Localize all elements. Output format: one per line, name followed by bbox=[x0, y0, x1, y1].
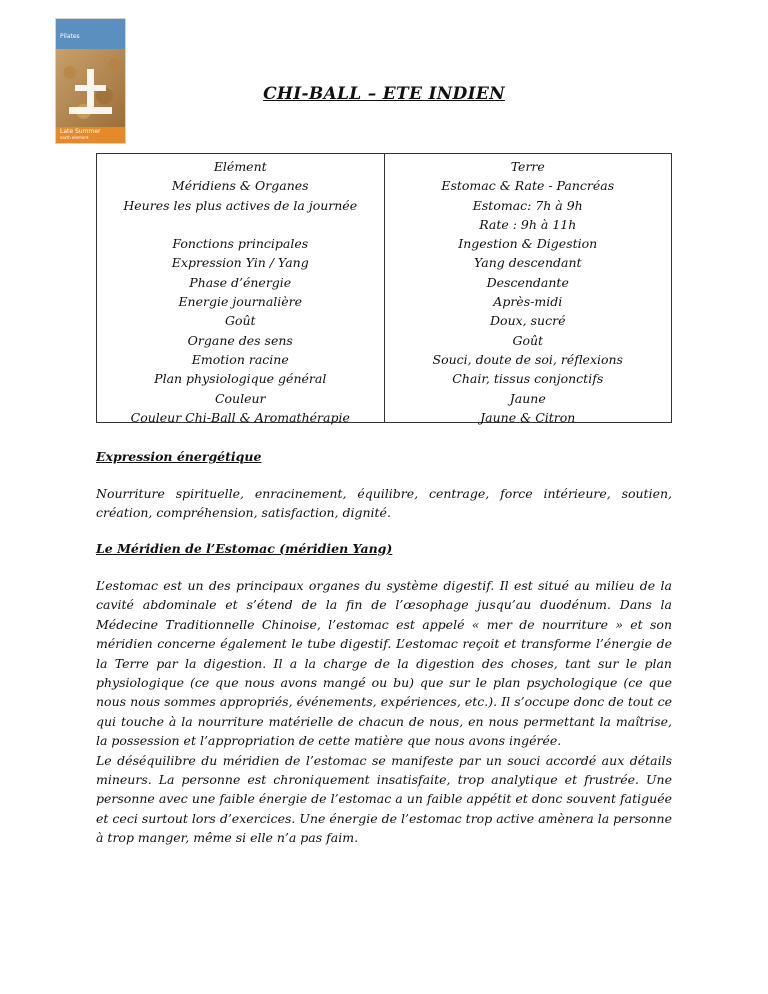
table-label: Plan physiologique général bbox=[154, 371, 327, 387]
table-value: Goût bbox=[512, 332, 544, 348]
energy-text: Nourriture spirituelle, enracinement, équilibre, centrage, force intérieure, soutien, création, compréhension, satisfaction, dignité. bbox=[96, 486, 672, 521]
logo-bottom-title: Late Summer bbox=[60, 128, 101, 135]
pilates-logo bbox=[55, 18, 126, 144]
table-value: Yang descendant bbox=[473, 255, 582, 271]
logo-bottom-subtitle: earth element bbox=[60, 135, 89, 140]
table-value: Estomac & Rate - Pancréas bbox=[441, 178, 615, 194]
section-heading-energy: Expression énergétique bbox=[96, 449, 262, 464]
table-label-spacer bbox=[97, 215, 384, 234]
table-label: Couleur Chi-Ball & Aromathérapie bbox=[130, 409, 350, 425]
table-value: Chair, tissus conjonctifs bbox=[452, 371, 604, 387]
table-label: Organe des sens bbox=[187, 332, 293, 348]
energy-paragraph bbox=[96, 484, 672, 523]
table-label: Elément bbox=[213, 159, 267, 174]
table-value: Descendante bbox=[486, 274, 569, 290]
table-label: Méridiens & Organes bbox=[171, 178, 309, 194]
table-label: Couleur bbox=[214, 390, 266, 406]
table-label: Expression Yin / Yang bbox=[171, 255, 309, 271]
table-value: Ingestion & Digestion bbox=[458, 236, 598, 252]
logo-top-label: Pilates bbox=[60, 33, 80, 40]
logo-footer bbox=[56, 127, 125, 143]
table-value: Après-midi bbox=[493, 294, 563, 310]
properties-table bbox=[96, 153, 672, 423]
table-value: Souci, doute de soi, réflexions bbox=[432, 351, 623, 367]
table-label: Phase d’énergie bbox=[189, 274, 292, 290]
table-value: Doux, sucré bbox=[490, 313, 566, 329]
table-value: Jaune & Citron bbox=[480, 409, 576, 425]
table-label: Emotion racine bbox=[191, 351, 289, 367]
stomach-paragraph-1: L’estomac est un des principaux organes du système digestif. Il est situé au milieu de la cavité abdominale et s’étend de la fin de l’œsophage jusqu’au duodénum. Dans la Médecine Traditionnelle Chinoise, l’estomac est appelé « mer de nourriture » et son méridien concerne également le tube digestif. L’estomac reçoit et transforme l’énergie de la Terre par la digestion. Il a la charge de la digestion des choses, tant sur le plan physiologique (ce que nous avons mangé ou bu) que sur le plan psychologique (ce que nous nous sommes appropriés, événements, expériences, etc.). Il s’occupe donc de tout ce qui touche à la nourriture matérielle de chacun de nous, en nous permettant la maîtrise, la possession et l’appropriation de cette matière que nous avons ingérée. bbox=[96, 578, 672, 749]
table-label: Heures les plus actives de la journée bbox=[123, 197, 358, 213]
table-value: Jaune bbox=[509, 390, 546, 406]
section-heading-stomach: Le Méridien de l’Estomac (méridien Yang) bbox=[96, 541, 393, 556]
page-title: CHI-BALL – ETE INDIEN bbox=[263, 84, 505, 104]
table-value: Estomac: 7h à 9h bbox=[472, 197, 583, 213]
table-label: Goût bbox=[224, 313, 256, 329]
stomach-paragraph-2: Le déséquilibre du méridien de l’estomac se manifeste par un souci accordé aux détails mineurs. La personne est chroniquement insatisfaite, trop analytique et frustrée. Une personne avec une faible énergie de l’estomac a un faible appétit et donc souvent fatiguée et ceci surtout lors d’exercices. Une énergie de l’estomac trop active amènera la personne à trop manger, même si elle n’a pas faim. bbox=[96, 752, 672, 846]
table-label: Energie journalière bbox=[178, 294, 303, 310]
values-column bbox=[384, 154, 672, 425]
stomach-paragraphs bbox=[96, 576, 672, 848]
logo-header bbox=[56, 19, 125, 49]
table-value: Terre bbox=[510, 159, 545, 174]
table-value: Rate : 9h à 11h bbox=[479, 216, 577, 232]
labels-column bbox=[97, 154, 384, 425]
table-label: Fonctions principales bbox=[172, 236, 309, 252]
